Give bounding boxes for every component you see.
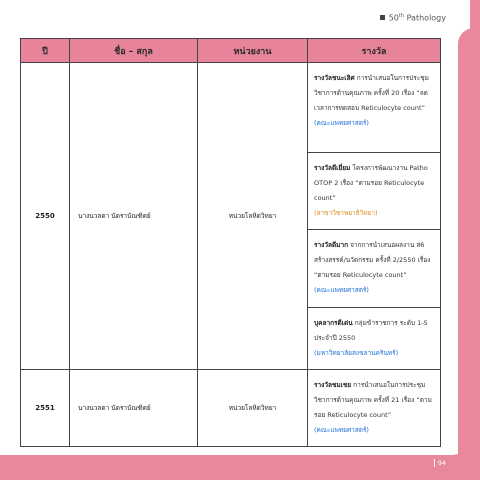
header-mark <box>380 13 446 23</box>
right-decorative-band <box>458 28 480 480</box>
table-header-row <box>21 39 441 63</box>
table-row <box>21 370 441 447</box>
col-header-award: รางวัล <box>308 39 441 63</box>
header-tag: 50 <box>388 13 399 23</box>
square-bullet-icon <box>380 15 385 20</box>
name-cell: นางนวลตา นัดราบัณฑิตย์ <box>70 370 198 447</box>
award-text: จากการนำเสนอผลงาน ส6 สร้างสรรค์/นวัตกรรม ครั้งที่ 2/2550 เรื่อง “ตามรอย Reticulocyte count” <box>314 241 431 279</box>
award-title: รางวัลชนะเลิศ <box>314 74 355 82</box>
award-cell <box>308 308 441 370</box>
year-cell: 2550 <box>21 63 70 370</box>
col-header-name: ชื่อ – สกุล <box>70 39 198 63</box>
award-cell <box>308 230 441 308</box>
page-number: 94 <box>434 459 446 467</box>
award-text: กลุ่มข้าราชการ ระดับ 1-5 ประจำปี 2550 <box>314 319 428 342</box>
award-text: โครงการพัฒนางาน Patho OTOP 2 เรื่อง “ตามรอย Reticulocyte count” <box>314 164 428 202</box>
award-title: รางวัลชมเชย <box>314 381 352 389</box>
award-source: (คณะแพทยศาสตร์) <box>314 426 369 434</box>
unit-cell: หน่วยโลหิตวิทยา <box>198 370 308 447</box>
table-row <box>21 63 441 153</box>
award-source: (คณะแพทยศาสตร์) <box>314 119 369 127</box>
award-cell <box>308 370 441 447</box>
year-cell: 2551 <box>21 370 70 447</box>
award-source: (สาขาวิชาพยาธิวิทยา) <box>314 209 378 217</box>
award-cell <box>308 63 441 153</box>
col-header-unit: หน่วยงาน <box>198 39 308 63</box>
unit-cell: หน่วยโลหิตวิทยา <box>198 63 308 370</box>
award-text: การนำเสนอในการประชุมวิชาการด้านคุณภาพ ครั้งที่ 20 เรื่อง “ลดเวลาการทดสอบ Reticulocyte count” <box>314 74 429 112</box>
col-header-year: ปี <box>21 39 70 63</box>
award-title: รางวัลดีมาก <box>314 241 349 249</box>
award-source: (คณะแพทยศาสตร์) <box>314 286 369 294</box>
awards-table <box>20 38 441 447</box>
header-label: Pathology <box>406 13 446 23</box>
name-cell: นางนวลตา นัดราบัณฑิตย์ <box>70 63 198 370</box>
award-title: บุคลากรดีเด่น <box>314 319 353 327</box>
award-title: รางวัลดีเยี่ยม <box>314 164 351 172</box>
header-tag-sup: th <box>398 13 405 19</box>
award-text: การนำเสนอในการประชุมวิชาการด้านคุณภาพ ครั้งที่ 21 เรื่อง “ตามรอย Reticulocyte count” <box>314 381 432 419</box>
award-cell <box>308 153 441 230</box>
award-source: (มหาวิทยาลัยสงขลานครินทร์) <box>314 349 399 357</box>
